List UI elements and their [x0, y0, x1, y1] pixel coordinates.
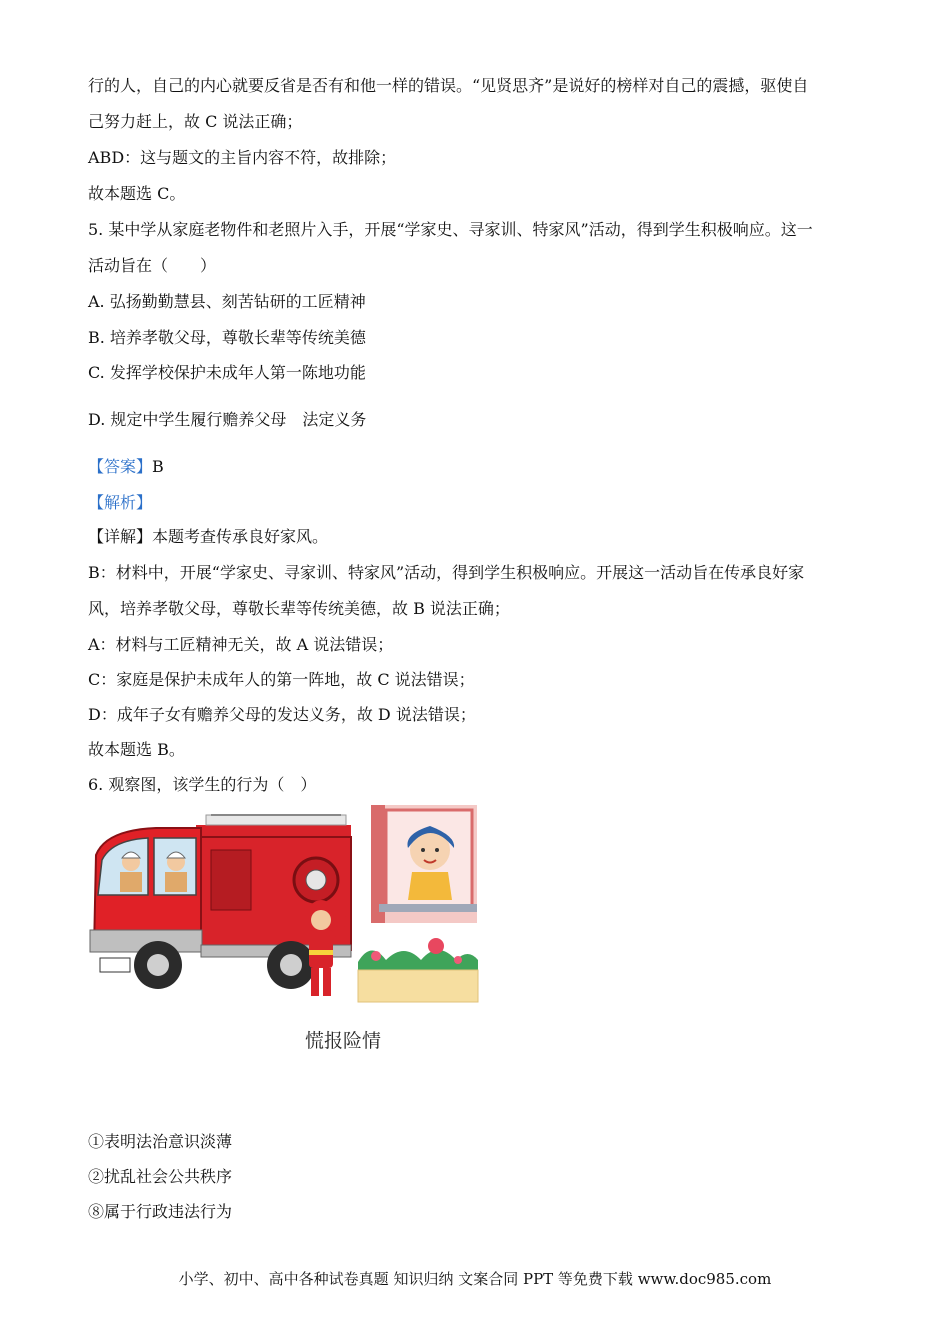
answer-tag: 【答案】 [88, 457, 153, 476]
text-line: 己努力赶上，故 C 说法正确； [88, 112, 303, 131]
text-line: 故本题选 C。 [88, 184, 186, 203]
answer-value: B [152, 457, 164, 476]
detail-tag: 【详解】 [88, 527, 153, 546]
answer-line [88, 456, 164, 478]
question-6-stem: 6. 观察图，该学生的行为（ ） [88, 775, 317, 794]
question-5-stem: 5. 某中学从家庭老物件和老照片入手，开展“学家史、寻家训、特家风”活动，得到学生积极响应。这一 [88, 220, 813, 239]
statement-3: ⑧属于行政违法行为 [88, 1202, 233, 1221]
figure-caption: 慌报险情 [305, 1030, 382, 1052]
option-d: D. 规定中学生履行赡养父母 法定义务 [88, 410, 367, 429]
option-b: B. 培养孝敬父母，尊敬长辈等传统美德 [88, 328, 366, 347]
girl-at-window [371, 805, 477, 923]
detail-text: 本题考查传承良好家风。 [152, 527, 329, 546]
explanation-line: C：家庭是保护未成年人的第一阵地，故 C 说法错误； [88, 670, 475, 689]
fire-truck-illustration [86, 800, 481, 1005]
text-line: ABD：这与题文的主旨内容不符，故排除； [88, 148, 397, 167]
detail-line [88, 526, 328, 548]
explanation-line: B：材料中，开展“学家史、寻家训、特家风”活动，得到学生积极响应。开展这一活动旨在传承良好家 [88, 563, 805, 582]
option-c: C. 发挥学校保护未成年人第一陈地功能 [88, 363, 366, 382]
question-5-stem: 活动旨在（ ） [88, 256, 217, 275]
explanation-line: 故本题选 B。 [88, 740, 185, 759]
statement-2: ②扰乱社会公共秩序 [88, 1167, 233, 1186]
explanation-line: A：材料与工匠精神无关，故 A 说法错误； [88, 635, 394, 654]
explanation-line: D：成年子女有赡养父母的发达义务，故 D 说法错误； [88, 705, 476, 724]
option-a: A. 弘扬勤勤慧县、刻苦钻研的工匠精神 [88, 292, 366, 311]
page-footer: 小学、初中、高中各种试卷真题 知识归纳 文案合同 PPT 等免费下载 www.doc985.com [178, 1270, 772, 1288]
explanation-line: 风，培养孝敬父母，尊敬长辈等传统美德，故 B 说法正确； [88, 599, 510, 618]
statement-1: ①表明法治意识淡薄 [88, 1132, 233, 1151]
analysis-tag: 【解析】 [88, 493, 153, 512]
flower-box [354, 928, 478, 1004]
text-line: 行的人，自己的内心就要反省是否有和他一样的错误。“见贤思齐”是说好的榜样对自己的震撼，驱使自 [88, 76, 809, 95]
